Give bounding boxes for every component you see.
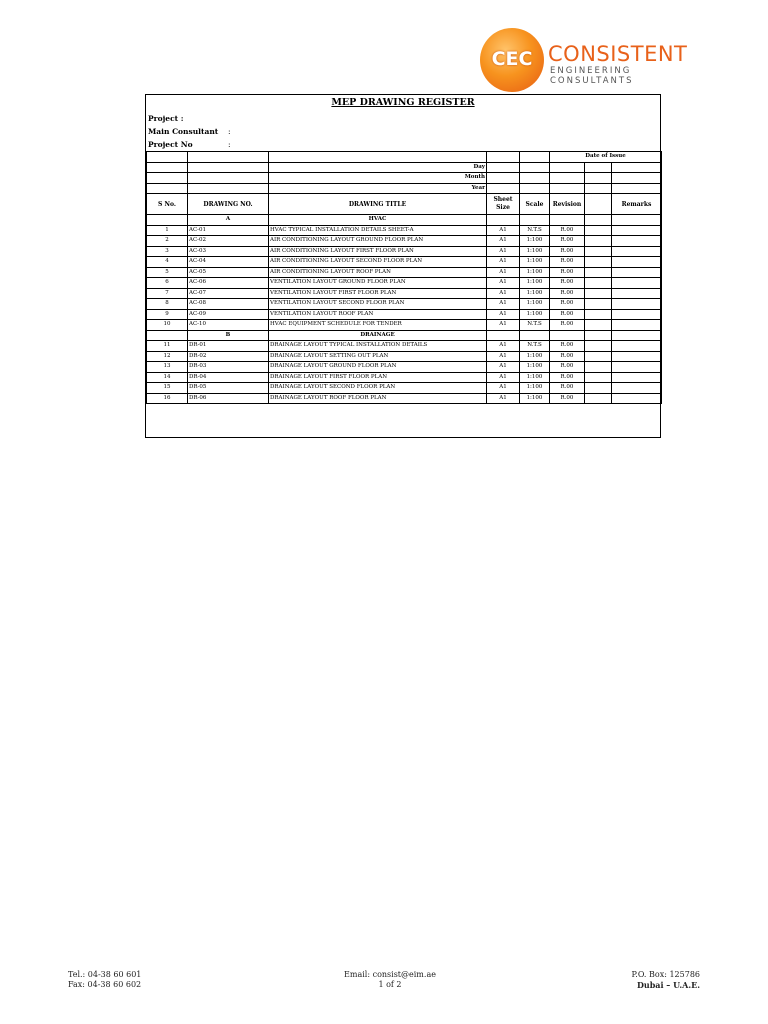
row-drawing-title: AIR CONDITIONING LAYOUT GROUND FLOOR PLAN <box>269 236 487 247</box>
table-row <box>147 320 662 331</box>
row-sno: 4 <box>147 257 188 268</box>
row-remarks <box>612 278 662 289</box>
row-sheet-size: A1 <box>487 288 520 299</box>
row-remarks <box>612 267 662 278</box>
row-remarks <box>612 362 662 373</box>
row-blank <box>585 267 612 278</box>
section-letter: B <box>188 330 269 341</box>
row-drawing-no: DR-06 <box>188 393 269 404</box>
row-remarks <box>612 225 662 236</box>
row-revision: R.00 <box>550 393 585 404</box>
row-revision: R.00 <box>550 341 585 352</box>
row-drawing-title: DRAINAGE LAYOUT SECOND FLOOR PLAN <box>269 383 487 394</box>
row-drawing-no: AC-02 <box>188 236 269 247</box>
row-scale: 1:100 <box>520 257 550 268</box>
project-label: Project : <box>148 114 184 123</box>
row-remarks <box>612 372 662 383</box>
project-no-colon: : <box>228 140 231 149</box>
row-remarks <box>612 383 662 394</box>
row-scale: 1:100 <box>520 278 550 289</box>
col-header-revision: Revision <box>550 194 585 215</box>
logo-mark-text: CEC <box>491 48 533 70</box>
row-sno: 15 <box>147 383 188 394</box>
footer-center <box>334 970 446 990</box>
row-scale: 1:100 <box>520 351 550 362</box>
row-sno: 11 <box>147 341 188 352</box>
footer-contact <box>68 970 141 990</box>
year-label: Year <box>269 183 487 194</box>
row-drawing-no: AC-07 <box>188 288 269 299</box>
row-blank <box>585 299 612 310</box>
row-remarks <box>612 393 662 404</box>
row-revision: R.00 <box>550 383 585 394</box>
row-sheet-size: A1 <box>487 393 520 404</box>
row-sheet-size: A1 <box>487 320 520 331</box>
row-sno: 12 <box>147 351 188 362</box>
row-sno: 13 <box>147 362 188 373</box>
row-revision: R.00 <box>550 351 585 362</box>
row-sno: 9 <box>147 309 188 320</box>
footer-email: Email: consist@eim.ae <box>344 970 436 979</box>
row-drawing-title: VENTILATION LAYOUT SECOND FLOOR PLAN <box>269 299 487 310</box>
row-blank <box>585 278 612 289</box>
col-header-sno: S No. <box>147 194 188 215</box>
row-drawing-title: VENTILATION LAYOUT ROOF PLAN <box>269 309 487 320</box>
table-row <box>147 257 662 268</box>
logo-subtitle: ENGINEERING CONSULTANTS <box>550 66 634 86</box>
row-scale: 1:100 <box>520 393 550 404</box>
row-sheet-size: A1 <box>487 372 520 383</box>
row-sheet-size: A1 <box>487 225 520 236</box>
row-scale: 1:100 <box>520 267 550 278</box>
row-revision: R.00 <box>550 372 585 383</box>
table-row <box>147 225 662 236</box>
row-scale: 1:100 <box>520 288 550 299</box>
row-scale: 1:100 <box>520 362 550 373</box>
table-row <box>147 288 662 299</box>
table-row <box>147 351 662 362</box>
row-remarks <box>612 351 662 362</box>
drawing-register <box>145 94 661 438</box>
row-scale: 1:100 <box>520 299 550 310</box>
row-sno: 6 <box>147 278 188 289</box>
row-blank <box>585 362 612 373</box>
row-sheet-size: A1 <box>487 341 520 352</box>
footer-page-number: 1 of 2 <box>378 980 402 989</box>
row-drawing-no: AC-09 <box>188 309 269 320</box>
row-blank <box>585 225 612 236</box>
row-sheet-size: A1 <box>487 383 520 394</box>
table-row <box>147 236 662 247</box>
row-revision: R.00 <box>550 320 585 331</box>
row-drawing-title: VENTILATION LAYOUT FIRST FLOOR PLAN <box>269 288 487 299</box>
logo-company-name: CONSISTENT <box>548 42 688 66</box>
row-sno: 14 <box>147 372 188 383</box>
row-remarks <box>612 299 662 310</box>
table-row <box>147 246 662 257</box>
footer-city: Dubai – U.A.E. <box>636 980 700 990</box>
table-row <box>147 267 662 278</box>
row-drawing-title: DRAINAGE LAYOUT GROUND FLOOR PLAN <box>269 362 487 373</box>
row-sheet-size: A1 <box>487 351 520 362</box>
row-drawing-no: AC-03 <box>188 246 269 257</box>
row-drawing-no: DR-01 <box>188 341 269 352</box>
row-sno: 2 <box>147 236 188 247</box>
row-sno: 7 <box>147 288 188 299</box>
row-revision: R.00 <box>550 309 585 320</box>
row-drawing-no: DR-05 <box>188 383 269 394</box>
col-header-remarks: Remarks <box>612 194 662 215</box>
col-header-sheet-size: Sheet Size <box>487 194 520 215</box>
date-of-issue-header: Date of Issue <box>550 152 662 163</box>
table-row <box>147 278 662 289</box>
row-sno: 1 <box>147 225 188 236</box>
row-blank <box>585 246 612 257</box>
row-sheet-size: A1 <box>487 236 520 247</box>
row-sno: 8 <box>147 299 188 310</box>
section-row <box>147 215 662 226</box>
table-row <box>147 372 662 383</box>
row-sno: 16 <box>147 393 188 404</box>
col-header-drawing-title: DRAWING TITLE <box>269 194 487 215</box>
row-sheet-size: A1 <box>487 267 520 278</box>
row-drawing-title: VENTILATION LAYOUT GROUND FLOOR PLAN <box>269 278 487 289</box>
row-drawing-title: HVAC EQUIPMENT SCHEDULE FOR TENDER <box>269 320 487 331</box>
col-header-scale: Scale <box>520 194 550 215</box>
main-consultant-label: Main Consultant <box>148 127 219 136</box>
row-revision: R.00 <box>550 299 585 310</box>
row-blank <box>585 383 612 394</box>
main-consultant-colon: : <box>228 127 231 136</box>
section-name: HVAC <box>269 215 487 226</box>
row-drawing-no: DR-03 <box>188 362 269 373</box>
project-no-label: Project No <box>148 140 193 149</box>
row-drawing-title: DRAINAGE LAYOUT SETTING OUT PLAN <box>269 351 487 362</box>
section-row <box>147 330 662 341</box>
company-logo <box>480 28 710 98</box>
row-revision: R.00 <box>550 278 585 289</box>
row-blank <box>585 257 612 268</box>
row-blank <box>585 320 612 331</box>
row-drawing-title: DRAINAGE LAYOUT ROOF FLOOR PLAN <box>269 393 487 404</box>
table-row <box>147 341 662 352</box>
row-remarks <box>612 257 662 268</box>
row-remarks <box>612 341 662 352</box>
row-drawing-no: AC-05 <box>188 267 269 278</box>
row-blank <box>585 309 612 320</box>
row-blank <box>585 351 612 362</box>
table-row <box>147 362 662 373</box>
row-blank <box>585 393 612 404</box>
table-row <box>147 309 662 320</box>
footer-address <box>600 970 700 990</box>
row-blank <box>585 341 612 352</box>
row-scale: N.T.S <box>520 341 550 352</box>
row-drawing-title: AIR CONDITIONING LAYOUT ROOF PLAN <box>269 267 487 278</box>
section-name: DRAINAGE <box>269 330 487 341</box>
row-drawing-no: DR-04 <box>188 372 269 383</box>
section-letter: A <box>188 215 269 226</box>
row-drawing-no: DR-02 <box>188 351 269 362</box>
month-label: Month <box>269 173 487 184</box>
row-scale: 1:100 <box>520 246 550 257</box>
row-drawing-title: DRAINAGE LAYOUT FIRST FLOOR PLAN <box>269 372 487 383</box>
row-revision: R.00 <box>550 246 585 257</box>
day-label: Day <box>269 162 487 173</box>
row-drawing-no: AC-10 <box>188 320 269 331</box>
row-sheet-size: A1 <box>487 246 520 257</box>
row-drawing-title: DRAINAGE LAYOUT TYPICAL INSTALLATION DETAILS <box>269 341 487 352</box>
row-scale: N.T.S <box>520 320 550 331</box>
row-drawing-title: AIR CONDITIONING LAYOUT SECOND FLOOR PLAN <box>269 257 487 268</box>
row-sheet-size: A1 <box>487 257 520 268</box>
row-blank <box>585 372 612 383</box>
row-drawing-no: AC-01 <box>188 225 269 236</box>
register-table <box>146 151 662 404</box>
row-revision: R.00 <box>550 362 585 373</box>
footer-fax: Fax: 04-38 60 602 <box>68 980 142 989</box>
table-row <box>147 383 662 394</box>
row-blank <box>585 288 612 299</box>
row-blank <box>585 236 612 247</box>
row-scale: N.T.S <box>520 225 550 236</box>
row-remarks <box>612 309 662 320</box>
row-sheet-size: A1 <box>487 299 520 310</box>
row-sheet-size: A1 <box>487 278 520 289</box>
row-revision: R.00 <box>550 225 585 236</box>
footer-tel: Tel.: 04-38 60 601 <box>68 970 142 979</box>
row-drawing-no: AC-04 <box>188 257 269 268</box>
footer-po-box: P.O. Box: 125786 <box>631 970 700 979</box>
row-sno: 10 <box>147 320 188 331</box>
row-remarks <box>612 288 662 299</box>
row-drawing-title: HVAC TYPICAL INSTALLATION DETAILS SHEET-A <box>269 225 487 236</box>
row-remarks <box>612 246 662 257</box>
row-remarks <box>612 236 662 247</box>
row-revision: R.00 <box>550 267 585 278</box>
register-title: MEP DRAWING REGISTER <box>331 97 475 108</box>
row-scale: 1:100 <box>520 383 550 394</box>
row-drawing-no: AC-06 <box>188 278 269 289</box>
row-sheet-size: A1 <box>487 362 520 373</box>
row-scale: 1:100 <box>520 372 550 383</box>
col-header-drawing-no: DRAWING NO. <box>188 194 269 215</box>
row-scale: 1:100 <box>520 309 550 320</box>
table-row <box>147 299 662 310</box>
row-scale: 1:100 <box>520 236 550 247</box>
row-drawing-no: AC-08 <box>188 299 269 310</box>
row-sno: 3 <box>147 246 188 257</box>
row-drawing-title: AIR CONDITIONING LAYOUT FIRST FLOOR PLAN <box>269 246 487 257</box>
row-revision: R.00 <box>550 236 585 247</box>
row-sheet-size: A1 <box>487 309 520 320</box>
row-revision: R.00 <box>550 288 585 299</box>
table-row <box>147 393 662 404</box>
row-revision: R.00 <box>550 257 585 268</box>
row-remarks <box>612 320 662 331</box>
row-sno: 5 <box>147 267 188 278</box>
